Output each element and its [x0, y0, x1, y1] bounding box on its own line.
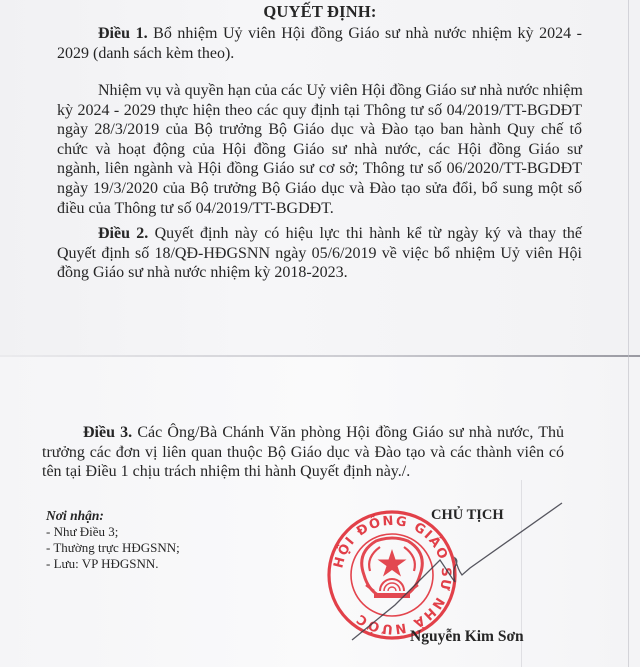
- paragraph-line: ngành, liên ngành và Hội đồng Giáo sư cơ sở; Thông tư số 06/2020/TT-BGDĐT: [57, 160, 582, 178]
- decision-heading: QUYẾT ĐỊNH:: [263, 2, 377, 21]
- paragraph-line: ngày 28/3/2019 của Bộ trưởng Bộ Giáo dục và Đào tạo ban hành Quy chế tổ: [57, 121, 582, 139]
- article-3: [42, 423, 564, 482]
- article-3-line: Các Ông/Bà Chánh Văn phòng Hội đồng Giáo sư nhà nước, Thủ: [132, 424, 565, 441]
- recipient-item: - Thường trực HĐGSNN;: [46, 540, 180, 555]
- article-1-line: 2029 (danh sách kèm theo).: [57, 44, 235, 62]
- seal-rings-icon: [329, 512, 455, 638]
- article-3-line: trưởng các đơn vị liên quan thuộc Bộ Giáo dục và Đào tạo và các thành viên có: [42, 443, 564, 461]
- signer-title: CHỦ TỊCH: [431, 507, 504, 523]
- official-seal-stamp: [326, 509, 458, 641]
- recipient-item: - Lưu: VP HĐGSNN.: [46, 556, 159, 571]
- recipient-item: - Như Điều 3;: [46, 524, 119, 539]
- paragraph-line: kỳ 2024 - 2029 thực hiện theo các quy định tại Thông tư số 04/2019/TT-BGDĐT: [57, 101, 582, 119]
- article-1-line: Bổ nhiệm Uỷ viên Hội đồng Giáo sư nhà nước nhiệm kỳ 2024 -: [147, 25, 583, 42]
- scan-edge-line: [628, 0, 629, 667]
- article-2: [57, 224, 582, 283]
- recipients-heading: Nơi nhận:: [46, 508, 104, 523]
- paragraph-line: điều của Thông tư số 04/2019/TT-BGDĐT.: [57, 199, 334, 217]
- paragraph-line: ngày 19/3/2020 của Bộ trưởng Bộ Giáo dục và Đào tạo sửa đổi, bổ sung một số: [57, 179, 582, 197]
- paragraph-line: chức và hoạt động của Hội đồng Giáo sư nhà nước, các Hội đồng Giáo sư: [57, 140, 582, 158]
- recipients-block: [46, 508, 180, 572]
- article-2-label: Điều 2.: [98, 225, 149, 242]
- article-1-duties-paragraph: [57, 81, 582, 218]
- article-3-label: Điều 3.: [83, 424, 133, 441]
- signer-name: Nguyễn Kim Sơn: [410, 628, 524, 645]
- paragraph-line: Nhiệm vụ và quyền hạn của các Uỷ viên Hội đồng Giáo sư nhà nước nhiệm: [98, 82, 583, 99]
- national-emblem-icon: [362, 538, 423, 598]
- article-2-line: Quyết định số 18/QĐ-HĐGSNN ngày 05/6/2019 về việc bổ nhiệm Uỷ viên Hội: [57, 244, 582, 262]
- seal-text: HỘI ĐỒNG GIÁO SƯ NHÀ NƯỚC: [331, 513, 454, 637]
- article-2-line: Quyết định này có hiệu lực thi hành kể từ ngày ký và thay thế: [148, 225, 582, 242]
- article-3-line: tên tại Điều 1 chịu trách nhiệm thi hành Quyết định này./.: [42, 463, 411, 481]
- article-1-label: Điều 1.: [98, 25, 148, 42]
- article-2-line: đồng Giáo sư nhà nước nhiệm kỳ 2018-2023.: [57, 264, 348, 282]
- article-1: [57, 24, 582, 63]
